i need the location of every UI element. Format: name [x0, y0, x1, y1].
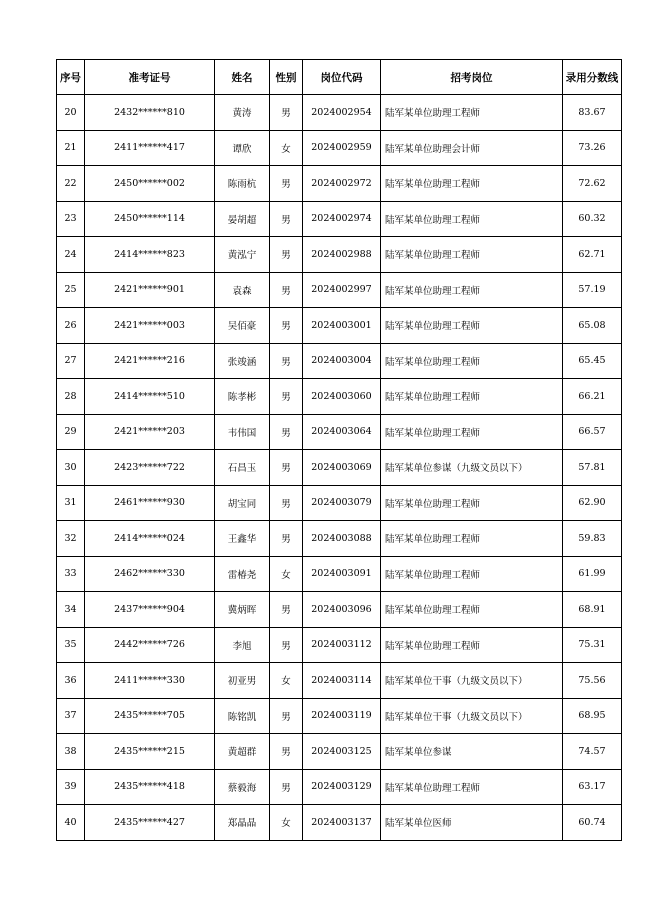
col-header-index: 序号	[57, 60, 85, 95]
post-cell: 陆军某单位助理工程师	[381, 272, 563, 308]
gender-cell: 男	[270, 450, 303, 486]
exam-id-cell: 2421******203	[85, 414, 215, 450]
gender-cell: 男	[270, 379, 303, 415]
name-cell: 蔡毅海	[215, 769, 270, 805]
gender-cell: 男	[270, 592, 303, 628]
index-cell: 26	[57, 308, 85, 344]
name-cell: 陈雨杭	[215, 166, 270, 202]
score-cell: 65.08	[563, 308, 622, 344]
exam-id-cell: 2421******216	[85, 343, 215, 379]
name-cell: 冀炳晖	[215, 592, 270, 628]
table-row	[57, 627, 622, 663]
name-cell: 雷椿尧	[215, 556, 270, 592]
table-row	[57, 556, 622, 592]
exam-id-cell: 2411******417	[85, 130, 215, 166]
exam-id-cell: 2421******003	[85, 308, 215, 344]
col-header-score: 录用分数线	[563, 60, 622, 95]
post-cell: 陆军某单位医师	[381, 805, 563, 841]
index-cell: 22	[57, 166, 85, 202]
name-cell: 韦伟国	[215, 414, 270, 450]
exam-id-cell: 2435******215	[85, 734, 215, 770]
gender-cell: 男	[270, 343, 303, 379]
post-cell: 陆军某单位助理会计师	[381, 130, 563, 166]
index-cell: 29	[57, 414, 85, 450]
exam-id-cell: 2423******722	[85, 450, 215, 486]
index-cell: 32	[57, 521, 85, 557]
name-cell: 胡宝同	[215, 485, 270, 521]
post-code-cell: 2024003069	[303, 450, 381, 486]
header-row	[57, 60, 622, 95]
table-row	[57, 308, 622, 344]
post-cell: 陆军某单位助理工程师	[381, 237, 563, 273]
score-cell: 61.99	[563, 556, 622, 592]
post-code-cell: 2024003114	[303, 663, 381, 699]
post-code-cell: 2024003125	[303, 734, 381, 770]
exam-id-cell: 2435******427	[85, 805, 215, 841]
post-cell: 陆军某单位助理工程师	[381, 343, 563, 379]
gender-cell: 男	[270, 521, 303, 557]
col-header-name: 姓名	[215, 60, 270, 95]
exam-id-cell: 2437******904	[85, 592, 215, 628]
gender-cell: 女	[270, 556, 303, 592]
name-cell: 黄涛	[215, 95, 270, 131]
post-cell: 陆军某单位助理工程师	[381, 769, 563, 805]
post-code-cell: 2024003096	[303, 592, 381, 628]
post-cell: 陆军某单位干事（九级文员以下）	[381, 698, 563, 734]
col-header-post-code: 岗位代码	[303, 60, 381, 95]
table-row	[57, 166, 622, 202]
post-code-cell: 2024003064	[303, 414, 381, 450]
post-code-cell: 2024003079	[303, 485, 381, 521]
gender-cell: 女	[270, 130, 303, 166]
admission-score-table	[56, 59, 622, 841]
name-cell: 石昌玉	[215, 450, 270, 486]
score-cell: 66.57	[563, 414, 622, 450]
table-row	[57, 698, 622, 734]
score-cell: 66.21	[563, 379, 622, 415]
table-row	[57, 805, 622, 841]
exam-id-cell: 2435******705	[85, 698, 215, 734]
table-row	[57, 272, 622, 308]
post-cell: 陆军某单位助理工程师	[381, 485, 563, 521]
gender-cell: 男	[270, 734, 303, 770]
table-row	[57, 414, 622, 450]
post-cell: 陆军某单位干事（九级文员以下）	[381, 663, 563, 699]
exam-id-cell: 2462******330	[85, 556, 215, 592]
score-cell: 83.67	[563, 95, 622, 131]
table-row	[57, 734, 622, 770]
post-code-cell: 2024003119	[303, 698, 381, 734]
index-cell: 25	[57, 272, 85, 308]
gender-cell: 女	[270, 805, 303, 841]
col-header-post: 招考岗位	[381, 60, 563, 95]
exam-id-cell: 2450******002	[85, 166, 215, 202]
index-cell: 28	[57, 379, 85, 415]
name-cell: 黄超群	[215, 734, 270, 770]
index-cell: 34	[57, 592, 85, 628]
score-cell: 59.83	[563, 521, 622, 557]
index-cell: 35	[57, 627, 85, 663]
table-row	[57, 485, 622, 521]
score-cell: 75.31	[563, 627, 622, 663]
score-cell: 73.26	[563, 130, 622, 166]
name-cell: 李旭	[215, 627, 270, 663]
table-row	[57, 663, 622, 699]
post-code-cell: 2024003060	[303, 379, 381, 415]
post-cell: 陆军某单位助理工程师	[381, 166, 563, 202]
exam-id-cell: 2435******418	[85, 769, 215, 805]
index-cell: 31	[57, 485, 85, 521]
index-cell: 24	[57, 237, 85, 273]
index-cell: 21	[57, 130, 85, 166]
score-cell: 60.74	[563, 805, 622, 841]
post-code-cell: 2024002988	[303, 237, 381, 273]
score-cell: 74.57	[563, 734, 622, 770]
table-row	[57, 237, 622, 273]
gender-cell: 男	[270, 166, 303, 202]
name-cell: 黄泓宁	[215, 237, 270, 273]
table-row	[57, 201, 622, 237]
col-header-exam-id: 准考证号	[85, 60, 215, 95]
index-cell: 27	[57, 343, 85, 379]
name-cell: 王鑫华	[215, 521, 270, 557]
gender-cell: 男	[270, 237, 303, 273]
index-cell: 39	[57, 769, 85, 805]
name-cell: 袁森	[215, 272, 270, 308]
name-cell: 张竣涵	[215, 343, 270, 379]
index-cell: 37	[57, 698, 85, 734]
gender-cell: 男	[270, 698, 303, 734]
gender-cell: 男	[270, 414, 303, 450]
gender-cell: 男	[270, 485, 303, 521]
table-row	[57, 95, 622, 131]
table-body	[57, 95, 622, 841]
exam-id-cell: 2411******330	[85, 663, 215, 699]
post-cell: 陆军某单位助理工程师	[381, 414, 563, 450]
table-row	[57, 592, 622, 628]
gender-cell: 男	[270, 308, 303, 344]
post-code-cell: 2024002974	[303, 201, 381, 237]
post-code-cell: 2024003001	[303, 308, 381, 344]
exam-id-cell: 2450******114	[85, 201, 215, 237]
name-cell: 谭欣	[215, 130, 270, 166]
table-row	[57, 521, 622, 557]
name-cell: 初亚男	[215, 663, 270, 699]
score-cell: 57.19	[563, 272, 622, 308]
table-row	[57, 450, 622, 486]
table-row	[57, 130, 622, 166]
index-cell: 30	[57, 450, 85, 486]
post-cell: 陆军某单位助理工程师	[381, 592, 563, 628]
post-cell: 陆军某单位参谋（九级文员以下）	[381, 450, 563, 486]
exam-id-cell: 2414******510	[85, 379, 215, 415]
post-code-cell: 2024002972	[303, 166, 381, 202]
name-cell: 陈铭凯	[215, 698, 270, 734]
post-code-cell: 2024003129	[303, 769, 381, 805]
table-header	[57, 60, 622, 95]
index-cell: 20	[57, 95, 85, 131]
post-code-cell: 2024002959	[303, 130, 381, 166]
post-code-cell: 2024003112	[303, 627, 381, 663]
score-cell: 65.45	[563, 343, 622, 379]
score-cell: 68.91	[563, 592, 622, 628]
post-code-cell: 2024002997	[303, 272, 381, 308]
post-code-cell: 2024003137	[303, 805, 381, 841]
name-cell: 陈孝彬	[215, 379, 270, 415]
exam-id-cell: 2414******823	[85, 237, 215, 273]
exam-id-cell: 2432******810	[85, 95, 215, 131]
exam-id-cell: 2461******930	[85, 485, 215, 521]
gender-cell: 男	[270, 95, 303, 131]
post-code-cell: 2024003091	[303, 556, 381, 592]
gender-cell: 女	[270, 663, 303, 699]
table-row	[57, 769, 622, 805]
score-cell: 63.17	[563, 769, 622, 805]
name-cell: 郑晶晶	[215, 805, 270, 841]
index-cell: 23	[57, 201, 85, 237]
col-header-gender: 性别	[270, 60, 303, 95]
post-code-cell: 2024002954	[303, 95, 381, 131]
score-cell: 62.71	[563, 237, 622, 273]
score-cell: 68.95	[563, 698, 622, 734]
post-cell: 陆军某单位助理工程师	[381, 379, 563, 415]
table-row	[57, 343, 622, 379]
post-cell: 陆军某单位助理工程师	[381, 201, 563, 237]
index-cell: 36	[57, 663, 85, 699]
score-cell: 75.56	[563, 663, 622, 699]
exam-id-cell: 2442******726	[85, 627, 215, 663]
exam-id-cell: 2414******024	[85, 521, 215, 557]
gender-cell: 男	[270, 201, 303, 237]
post-code-cell: 2024003088	[303, 521, 381, 557]
score-cell: 62.90	[563, 485, 622, 521]
name-cell: 晏胡超	[215, 201, 270, 237]
index-cell: 33	[57, 556, 85, 592]
gender-cell: 男	[270, 272, 303, 308]
exam-id-cell: 2421******901	[85, 272, 215, 308]
table-row	[57, 379, 622, 415]
post-cell: 陆军某单位助理工程师	[381, 521, 563, 557]
index-cell: 38	[57, 734, 85, 770]
post-cell: 陆军某单位助理工程师	[381, 308, 563, 344]
score-cell: 60.32	[563, 201, 622, 237]
score-cell: 72.62	[563, 166, 622, 202]
post-cell: 陆军某单位参谋	[381, 734, 563, 770]
gender-cell: 男	[270, 769, 303, 805]
name-cell: 吴佰豪	[215, 308, 270, 344]
post-cell: 陆军某单位助理工程师	[381, 556, 563, 592]
gender-cell: 男	[270, 627, 303, 663]
index-cell: 40	[57, 805, 85, 841]
score-cell: 57.81	[563, 450, 622, 486]
post-cell: 陆军某单位助理工程师	[381, 95, 563, 131]
post-cell: 陆军某单位助理工程师	[381, 627, 563, 663]
post-code-cell: 2024003004	[303, 343, 381, 379]
